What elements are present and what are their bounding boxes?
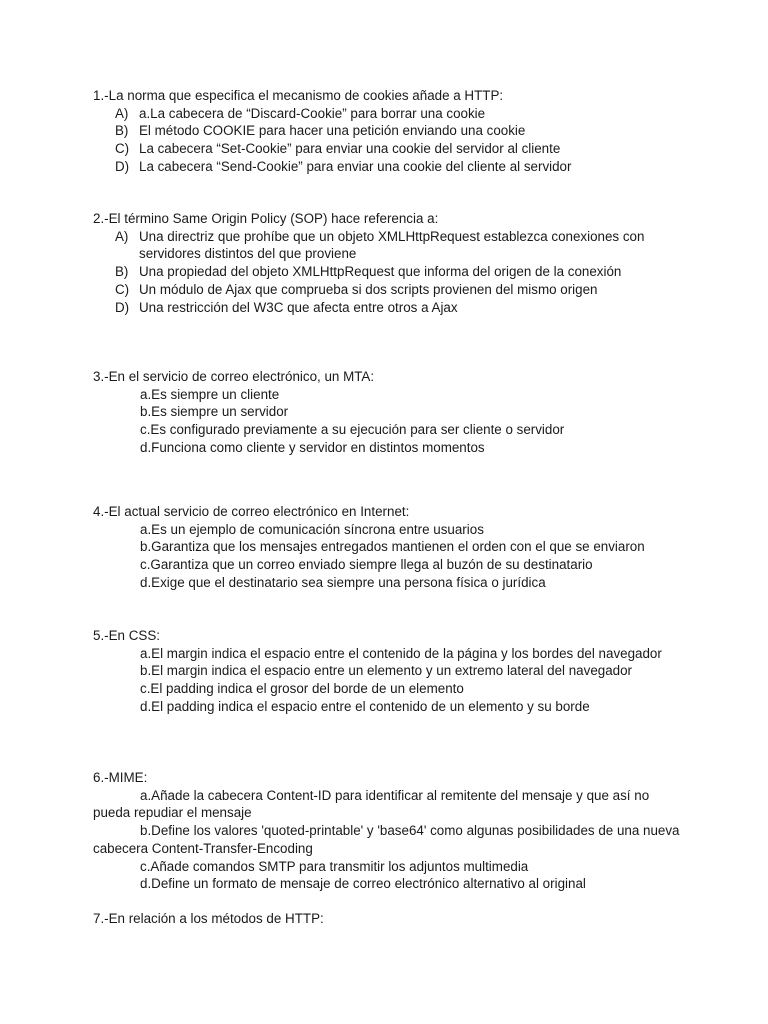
- option-text: Una directriz que prohíbe que un objeto XMLHttpRequest establezca conexiones con servidores distintos del que proviene: [139, 228, 645, 262]
- question-3: [93, 368, 693, 457]
- option-list: [93, 105, 693, 176]
- question-title: 3.-En el servicio de correo electrónico, un MTA:: [93, 369, 375, 384]
- option-text: a.La cabecera de “Discard-Cookie” para borrar una cookie: [139, 105, 486, 121]
- option-marker: A): [115, 228, 129, 244]
- option-d: [93, 158, 693, 176]
- option-a: a.Es un ejemplo de comunicación síncrona entre usuarios: [140, 521, 484, 537]
- question-title: 2.-El término Same Origin Policy (SOP) hace referencia a:: [93, 211, 439, 226]
- question-5: [93, 627, 693, 716]
- option-b: [93, 263, 693, 281]
- option-c: c.El padding indica el grosor del borde de un elemento: [140, 681, 464, 697]
- option-marker: A): [115, 105, 129, 121]
- option-b: b.Define los valores 'quoted-printable' y 'base64' como algunas posibilidades de una nueva cabecera Content-Transfer-Encoding: [93, 823, 680, 856]
- option-text: Una propiedad del objeto XMLHttpRequest que informa del origen de la conexión: [139, 264, 622, 280]
- option-a: [93, 228, 693, 263]
- question-title: 7.-En relación a los métodos de HTTP:: [93, 911, 324, 926]
- option-a: a.Es siempre un cliente: [140, 386, 280, 402]
- question-1: [93, 87, 693, 176]
- option-d: d.Exige que el destinatario sea siempre una persona física o jurídica: [140, 574, 546, 590]
- option-marker: B): [115, 264, 129, 280]
- option-b: [93, 122, 693, 140]
- option-list: [93, 645, 693, 716]
- option-b: b.El margin indica el espacio entre un elemento y un extremo lateral del navegador: [140, 663, 633, 679]
- option-c: [93, 281, 693, 299]
- question-6: [93, 769, 693, 893]
- option-a: a.El margin indica el espacio entre el contenido de la página y los bordes del navegador: [140, 645, 662, 661]
- question-2: [93, 210, 693, 316]
- option-c: c.Añade comandos SMTP para transmitir los adjuntos multimedia: [140, 858, 529, 874]
- option-marker: D): [115, 158, 130, 174]
- option-a: [93, 105, 693, 123]
- question-title: 4.-El actual servicio de correo electrónico en Internet:: [93, 504, 410, 519]
- option-marker: C): [115, 141, 130, 157]
- option-marker: C): [115, 281, 130, 297]
- option-text: La cabecera “Send-Cookie” para enviar una cookie del cliente al servidor: [139, 158, 572, 174]
- question-4: [93, 503, 693, 592]
- option-d: d.Define un formato de mensaje de correo electrónico alternativo al original: [140, 876, 586, 892]
- option-text: La cabecera “Set-Cookie” para enviar una cookie del servidor al cliente: [139, 141, 561, 157]
- option-marker: B): [115, 123, 129, 139]
- option-b: b.Es siempre un servidor: [140, 404, 289, 420]
- option-list: [93, 228, 693, 317]
- question-title: 5.-En CSS:: [93, 628, 160, 643]
- option-b: b.Garantiza que los mensajes entregados mantienen el orden con el que se enviaron: [140, 539, 645, 555]
- option-a: a.Añade la cabecera Content-ID para identificar al remitente del mensaje y que así no pueda repudiar el mensaje: [93, 787, 650, 821]
- question-7: [93, 910, 693, 928]
- option-list: [93, 521, 693, 592]
- option-text: El método COOKIE para hacer una petición enviando una cookie: [139, 123, 526, 139]
- option-list: [93, 787, 693, 893]
- option-text: Un módulo de Ajax que comprueba si dos scripts provienen del mismo origen: [139, 281, 598, 297]
- option-marker: D): [115, 299, 130, 315]
- option-c: c.Garantiza que un correo enviado siempre llega al buzón de su destinatario: [140, 557, 593, 573]
- option-text: Una restricción del W3C que afecta entre otros a Ajax: [139, 299, 458, 315]
- option-d: [93, 299, 693, 317]
- option-list: [93, 386, 693, 457]
- option-c: c.Es configurado previamente a su ejecución para ser cliente o servidor: [140, 422, 565, 438]
- option-d: d.El padding indica el espacio entre el contenido de un elemento y su borde: [140, 698, 590, 714]
- question-title: 1.-La norma que especifica el mecanismo de cookies añade a HTTP:: [93, 88, 504, 103]
- question-title: 6.-MIME:: [93, 770, 148, 785]
- option-d: d.Funciona como cliente y servidor en distintos momentos: [140, 439, 485, 455]
- option-c: [93, 140, 693, 158]
